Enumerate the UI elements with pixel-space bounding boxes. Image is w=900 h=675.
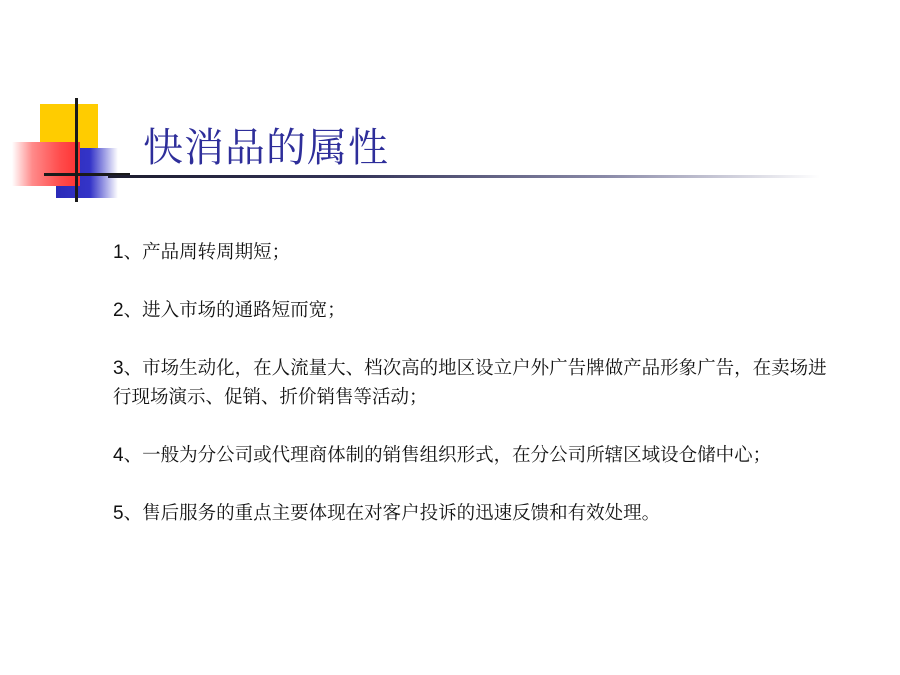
list-item-number: 5 bbox=[113, 503, 124, 524]
attribute-list bbox=[113, 238, 831, 557]
list-item bbox=[113, 296, 831, 325]
list-item-text: 、一般为分公司或代理商体制的销售组织形式，在分公司所辖区域设仓储中心； bbox=[123, 445, 772, 466]
list-item-text: 、产品周转周期短； bbox=[123, 242, 291, 263]
slide-title: 快消品的属性 bbox=[143, 125, 389, 171]
list-item-text: 、售后服务的重点主要体现在对客户投诉的迅速反馈和有效处理。 bbox=[123, 503, 661, 524]
list-item-text: 、进入市场的通路短而宽； bbox=[123, 300, 346, 321]
list-item bbox=[113, 238, 831, 267]
list-item bbox=[113, 499, 831, 528]
red-square bbox=[12, 142, 80, 186]
list-item bbox=[113, 441, 831, 470]
list-item-number: 2 bbox=[113, 300, 124, 321]
title-underline bbox=[108, 175, 820, 178]
list-item bbox=[113, 354, 831, 412]
list-item-number: 1 bbox=[113, 242, 124, 263]
vertical-line bbox=[75, 98, 78, 202]
list-item-number: 4 bbox=[113, 445, 124, 466]
list-item-number: 3 bbox=[113, 358, 124, 379]
list-item-text: 、市场生动化，在人流量大、档次高的地区设立户外广告牌做产品形象广告，在卖场进行现场演示、促销、折价销售等活动； bbox=[113, 358, 827, 408]
